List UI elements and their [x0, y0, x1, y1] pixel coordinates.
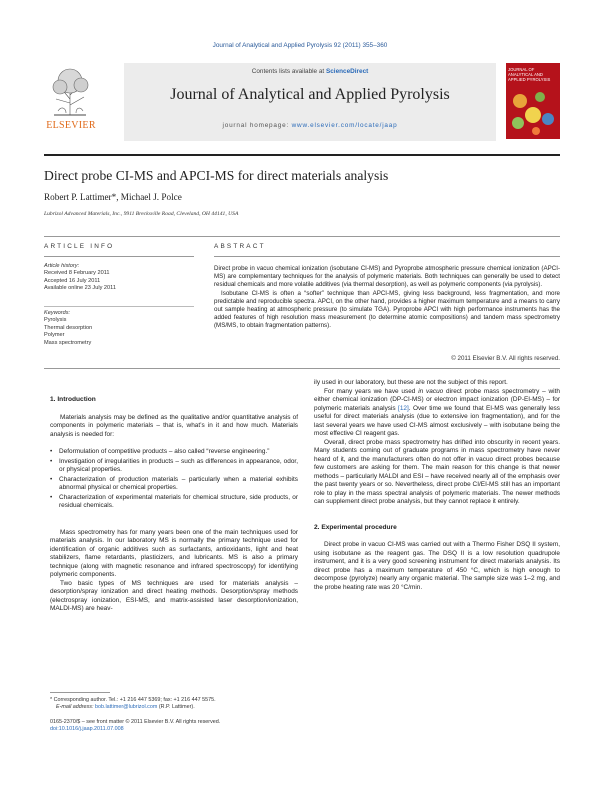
- elsevier-logo: [44, 65, 96, 133]
- body-paragraph: Two basic types of MS techniques are used for materials analysis – desorption/spray ionization and direct heating methods. Desorption/spray methods (electrospray ionization, ESI-MS, and matrix-assisted laser desorption/ionization, MALDI-MS) are heav-: [50, 579, 298, 612]
- journal-masthead: [44, 63, 560, 149]
- email-line: [50, 704, 298, 711]
- sciencedirect-link[interactable]: ScienceDirect: [325, 68, 369, 75]
- body-paragraph: For many years we have used in vacuo direct probe mass spectrometry – with either chemical ionization (DP-CI-MS) or electron impact ionization (DP-EI-MS) – for polymeric materials analysis [12]. Over time we found that EI-MS was generally less useful for direct materials analysis (due to extensive ion fragmentation), and for the last several years we have used CI-MS almost exclusively – with isobutane being the most effective CI reagent gas.: [314, 387, 560, 437]
- list-item: • Characterization of production materials – particularly when a material exhibits abnormal physical or chemical properties.: [59, 476, 298, 493]
- email-link[interactable]: bob.lattimer@lubrizol.com: [94, 704, 158, 710]
- elsevier-wordmark: ELSEVIER: [46, 120, 96, 131]
- abstract-rule: [214, 256, 560, 257]
- keyword-item: Pyrolysis: [44, 317, 67, 324]
- abstract-heading: ABSTRACT: [214, 243, 266, 250]
- email-suffix: (R.P. Lattimer).: [157, 704, 195, 710]
- article-history: [44, 263, 194, 293]
- cover-title: JOURNAL OF ANALYTICAL AND APPLIED PYROLYSIS: [508, 67, 551, 82]
- homepage-url-link[interactable]: www.elsevier.com/locate/jaap: [291, 122, 398, 129]
- body-paragraph: Materials analysis may be defined as the qualitative and/or quantitative analysis of components in polymeric materials – that is, what’s in it and how much. Materials analysis is needed for:: [50, 413, 298, 438]
- abstract-body: [214, 265, 560, 331]
- doi-link[interactable]: doi:10.1016/j.jaap.2011.07.008: [50, 726, 124, 732]
- keywords-label: Keywords:: [44, 310, 71, 316]
- journal-cover-image: [506, 63, 560, 139]
- body-paragraph: Direct probe in vacuo CI-MS was carried out with a Thermo Fisher DSQ II system, using isobutane as the reagent gas. The DSQ II is a low resolution quadrupole instrument, and it is a very good screening instrument for direct materials analysis. Its direct probe has a maximum temperature of 450 °C, which is high enough to decompose (pyrolyze) nearly any organic material. The sample size was 1–2 mg, and the probe heating rate was 20 °C/min.: [314, 541, 560, 591]
- email-label: E-mail address:: [56, 704, 95, 710]
- bullet-list: [50, 448, 298, 511]
- issn-line: 0165-2370/$ – see front matter © 2011 Elsevier B.V. All rights reserved.: [50, 719, 221, 725]
- copyright-notice: © 2011 Elsevier B.V. All rights reserved.: [451, 355, 560, 362]
- corresponding-author: * Corresponding author. Tel.: +1 216 447 5369; fax: +1 216 447 5575.: [50, 697, 216, 703]
- body-paragraph: ily used in our laboratory, but these are not the subject of this report.: [314, 379, 508, 386]
- article-title: Direct probe CI-MS and APCI-MS for direct materials analysis: [44, 168, 389, 183]
- masthead-rule: [44, 154, 560, 156]
- issn-doi-block: [50, 719, 298, 733]
- journal-homepage: [124, 122, 496, 129]
- contents-line: [124, 68, 496, 75]
- keyword-item: Polymer: [44, 332, 65, 339]
- abstract-paragraph: Isobutane CI-MS is often a “softer” technique than APCI-MS, giving less background, less fragmentation, and more predictable and reproducible spectra. APCI, on the other hand, provides a higher maximum temperature and a means to carry out sample heating at atmospheric pressure (to simulate TGA). Pyroprobe APCI with high performance instruments has the added features of high resolution mass measurement (to determine atomic compositions) and tandem mass spectrometry (MS/MS, to obtain fragmentation patterns).: [214, 289, 560, 330]
- author-affiliation: Lubrizol Advanced Materials, Inc., 9911 Brecksville Road, Cleveland, OH 44141, USA: [44, 211, 239, 217]
- footnote-rule: [50, 692, 110, 693]
- cover-artwork-icon: [506, 85, 560, 139]
- keywords-rule: [44, 306, 194, 307]
- article-authors: Robert P. Lattimer*, Michael J. Polce: [44, 192, 182, 202]
- list-item: • Deformulation of competitive products – also called “reverse engineering.”: [59, 448, 298, 457]
- info-rule: [44, 256, 194, 257]
- footnote: [50, 697, 298, 711]
- abstract-bottom-rule: [44, 368, 560, 369]
- section-heading-experimental: 2. Experimental procedure: [314, 523, 397, 531]
- journal-citation[interactable]: Journal of Analytical and Applied Pyrolysis 92 (2011) 355–360: [212, 42, 388, 49]
- citation-link[interactable]: [12]: [398, 404, 409, 412]
- keywords-block: [44, 310, 194, 347]
- journal-title: Journal of Analytical and Applied Pyrolysis: [170, 86, 450, 103]
- article-info-heading: ARTICLE INFO: [44, 243, 115, 250]
- body-paragraph: Overall, direct probe mass spectrometry has drifted into obscurity in recent years. Many students coming out of graduate programs in mass spectrometry have never heard of it, and the manufacturers often do not offer in vacuo direct probes because few customers are asking for them. The main reason for this change is that newer methods – particularly MALDI and ESI – have received nearly all of the emphasis over the past twenty years or so. Nevertheless, direct probe CI/EI-MS still has an important role to play in the mass spectral analysis of polymeric materials. The newer methods can supplement direct probe analysis, but they cannot replace it entirely.: [314, 438, 560, 505]
- keyword-item: Mass spectrometry: [44, 339, 92, 346]
- abstract-paragraph: Direct probe in vacuo chemical ionization (isobutane CI-MS) and Pyroprobe atmospheric pressure chemical ionization (APCI-MS) are complementary techniques for the analysis of polymeric materials. Both techniques can generally be used to detect residual chemicals and more volatile additives (via thermal desorption), as well as polymeric components (via pyrolysis).: [214, 265, 560, 289]
- body-paragraph: Mass spectrometry has for many years been one of the main techniques used for materials analysis. In our laboratory MS is normally the primary technique used for identification of organic additives such as surfactants, antioxidants, light and heat stabilizers, flame retardants, plasticizers, and lubricants. MS is also a primary technique (along with magnetic resonance and infrared spectroscopy) for identifying polymeric components.: [50, 528, 298, 578]
- list-item: • Characterization of experimental materials for chemical structure, side products, or residual chemicals.: [59, 494, 298, 511]
- history-label: Article history:: [44, 263, 80, 269]
- online-date: Available online 23 July 2011: [44, 285, 116, 292]
- list-item: • Investigation of irregularities in products – such as differences in appearance, odor, or physical properties.: [59, 458, 298, 475]
- received-date: Received 8 February 2011: [44, 270, 110, 277]
- contents-prefix: Contents lists available at: [251, 68, 326, 75]
- title-rule: [44, 236, 560, 237]
- tree-logo-icon: [48, 65, 92, 117]
- left-column: [50, 396, 298, 614]
- journal-banner: [124, 63, 496, 141]
- right-column: [314, 379, 560, 592]
- homepage-label: journal homepage:: [222, 122, 292, 129]
- keyword-item: Thermal desorption: [44, 324, 93, 331]
- section-heading-introduction: 1. Introduction: [50, 396, 96, 403]
- accepted-date: Accepted 16 July 2011: [44, 277, 101, 284]
